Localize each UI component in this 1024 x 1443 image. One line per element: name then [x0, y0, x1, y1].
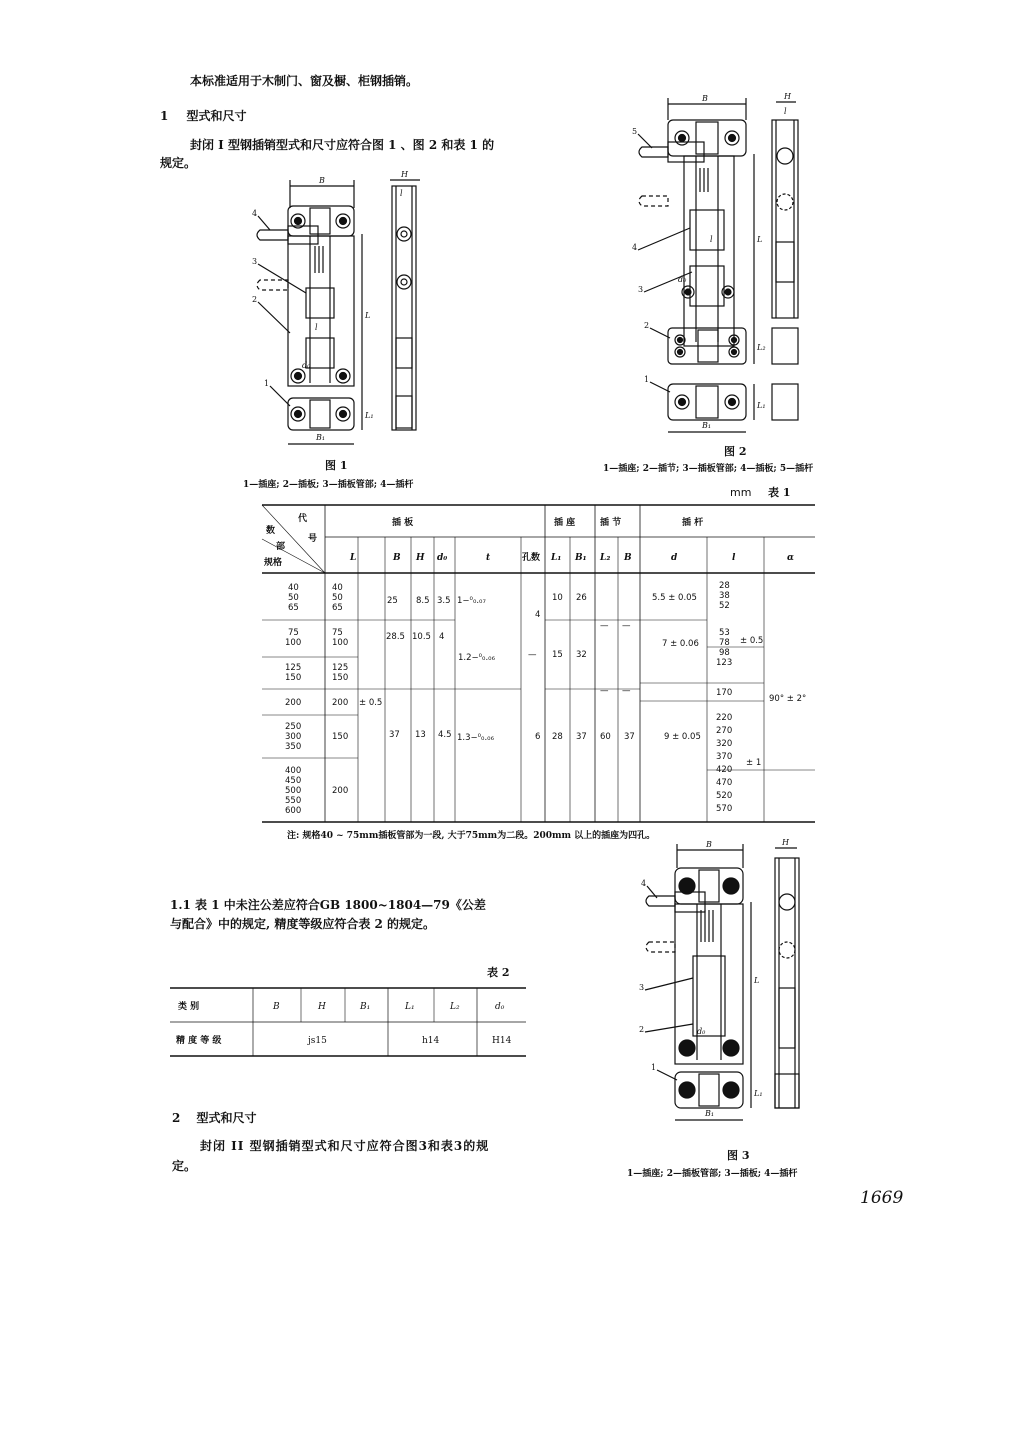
- fig1-dim-d0: d₀: [302, 361, 311, 370]
- t1-L-40: 40: [332, 583, 343, 593]
- t1-d-5.5: 5.5 ± 0.05: [652, 593, 697, 603]
- figure-1-legend: 1—插座; 2—插板; 3—插板管部; 4—插杆: [243, 480, 414, 490]
- t1-l-53: 53: [719, 628, 730, 638]
- t2-h-category: 类 别: [178, 1002, 200, 1012]
- t1-l-98: 98: [719, 648, 730, 658]
- fig2-dim-B1: B₁: [702, 421, 712, 430]
- t1-L-50: 50: [332, 593, 343, 603]
- t1-l-123: 123: [716, 658, 733, 668]
- fig2-callout-4: 4: [632, 243, 638, 252]
- t1-group-node: 插 节: [600, 518, 622, 528]
- t1-spec-50: 50: [288, 593, 299, 603]
- t1-t-1.3: 1.3−⁰₀.₀₆: [457, 733, 494, 743]
- t2-r-js15: js15: [308, 1036, 327, 1046]
- t1-l-320: 320: [716, 739, 733, 749]
- fig2-dim-B: B: [702, 94, 708, 103]
- fig1-callout-2: 2: [252, 295, 258, 304]
- t1-l-570: 570: [716, 804, 733, 814]
- t1-H-13: 13: [415, 730, 426, 740]
- fig2-dim-H: H: [784, 92, 791, 101]
- t1-col-l: l: [732, 553, 736, 563]
- t1-L-125: 125: [332, 663, 349, 673]
- section-1-1-line-2: 与配合》中的规定, 精度等级应符合表 2 的规定。: [170, 917, 436, 931]
- t1-col-d0: d₀: [437, 553, 448, 563]
- t2-r-grade: 精 度 等 级: [176, 1036, 222, 1046]
- figure-2-caption: 图 2: [724, 445, 747, 458]
- fig1-dim-H: H: [401, 170, 408, 179]
- fig3-callout-3: 3: [639, 983, 645, 992]
- figure-2-drawing: [628, 92, 868, 437]
- section-1-title: 型式和尺寸: [186, 109, 247, 123]
- figure-1-drawing: [240, 168, 440, 458]
- t2-h-d0: d₀: [495, 1002, 505, 1012]
- t2-h-H: H: [318, 1002, 326, 1012]
- t1-B-node-37: 37: [624, 732, 635, 742]
- t1-l-tol-0.5: ± 0.5: [740, 636, 764, 646]
- t1-group-seat: 插 座: [554, 518, 576, 528]
- intro-text: 本标准适用于木制门、窗及橱、柜钢插销。: [190, 74, 419, 88]
- t1-spec-350: 350: [285, 742, 302, 752]
- t1-d-7: 7 ± 0.06: [662, 639, 699, 649]
- t1-L-75: 75: [332, 628, 343, 638]
- figure-3-drawing: [635, 838, 855, 1128]
- t1-B-37: 37: [389, 730, 400, 740]
- t1-B1-37: 37: [576, 732, 587, 742]
- t1-L-tol: ± 0.5: [359, 698, 383, 708]
- t1-L1-15: 15: [552, 650, 563, 660]
- t1-l-tol-1: ± 1: [746, 758, 762, 768]
- fig2-callout-3: 3: [638, 285, 644, 294]
- fig2-dim-L1: L₁: [757, 401, 766, 410]
- t1-spec-550: 550: [285, 796, 302, 806]
- table-2: [170, 988, 526, 1056]
- t2-r-h14: h14: [422, 1036, 440, 1046]
- fig3-dim-B: B: [706, 840, 712, 849]
- figure-3-legend: 1—插座; 2—插板管部; 3—插板; 4—插杆: [627, 1169, 798, 1179]
- t1-t-1: 1−⁰₀.₀₇: [457, 596, 486, 606]
- t1-spec-150: 150: [285, 673, 302, 683]
- t1-group-rod: 插 杆: [682, 518, 704, 528]
- fig2-callout-2: 2: [644, 321, 650, 330]
- fig3-callout-2: 2: [639, 1025, 645, 1034]
- fig3-callout-4: 4: [641, 879, 647, 888]
- t1-spec-65: 65: [288, 603, 299, 613]
- t1-L-100: 100: [332, 638, 349, 648]
- fig2-dim-L2: L₂: [757, 343, 766, 352]
- section-2-title: 型式和尺寸: [196, 1111, 257, 1125]
- t1-l-38: 38: [719, 591, 730, 601]
- table-1-unit: mm: [730, 486, 752, 499]
- fig3-dim-L: L: [754, 976, 760, 985]
- fig2-dim-l: l: [710, 235, 713, 244]
- t1-col-L1: L₁: [551, 553, 562, 563]
- fig3-dim-L1: L₁: [754, 1089, 763, 1098]
- t1-spec-450: 450: [285, 776, 302, 786]
- fig1-callout-3: 3: [252, 257, 258, 266]
- t1-group-plate: 插 板: [392, 518, 414, 528]
- t1-col-alpha: α: [787, 553, 794, 563]
- table-2-label: 表 2: [487, 966, 510, 979]
- t1-spec-75: 75: [288, 628, 299, 638]
- section-1-number: 1: [160, 109, 169, 123]
- fig2-callout-1: 1: [644, 375, 650, 384]
- t2-r-H14: H14: [492, 1036, 512, 1046]
- t1-L1-28: 28: [552, 732, 563, 742]
- t1-l-420: 420: [716, 765, 733, 775]
- t1-t-1.2: 1.2−⁰₀.₀₆: [458, 653, 495, 663]
- t1-L-150b: 150: [332, 732, 349, 742]
- t1-d0-3.5: 3.5: [437, 596, 451, 606]
- t2-h-L1: L₁: [405, 1002, 415, 1012]
- t1-l-52: 52: [719, 601, 730, 611]
- fig1-dim-B1: B₁: [316, 433, 326, 442]
- t1-H-8.5: 8.5: [416, 596, 430, 606]
- t2-h-B1: B₁: [360, 1002, 371, 1012]
- fig2-callout-5: 5: [632, 127, 638, 136]
- t1-d-9: 9 ± 0.05: [664, 732, 701, 742]
- t2-h-L2: L₂: [450, 1002, 460, 1012]
- fig1-dim-l-side: l: [400, 189, 403, 198]
- t1-spec-200: 200: [285, 698, 302, 708]
- t1-L-200: 200: [332, 698, 349, 708]
- t1-spec-500: 500: [285, 786, 302, 796]
- para-2-line-2: 定。: [172, 1159, 197, 1173]
- t1-L-65: 65: [332, 603, 343, 613]
- t1-B-28.5: 28.5: [386, 632, 405, 642]
- t1-corner-row2: 部: [276, 542, 286, 552]
- t1-corner-row1: 数: [266, 526, 276, 536]
- t1-holes-4: 4: [535, 610, 541, 620]
- t1-d0-4: 4: [439, 632, 445, 642]
- page-number: 1669: [860, 1188, 904, 1208]
- t1-spec-400: 400: [285, 766, 302, 776]
- t1-d0-4.5: 4.5: [438, 730, 452, 740]
- section-2-heading: [172, 1110, 257, 1126]
- fig3-dim-H: H: [782, 838, 789, 847]
- t1-l-520: 520: [716, 791, 733, 801]
- t1-corner-top: 代: [298, 514, 308, 524]
- t1-B-25: 25: [387, 596, 398, 606]
- t1-B1-26: 26: [576, 593, 587, 603]
- fig3-callout-1: 1: [651, 1063, 657, 1072]
- table-1-label: 表 1: [768, 486, 791, 499]
- t1-l-470: 470: [716, 778, 733, 788]
- t1-col-B1: B₁: [575, 553, 587, 563]
- fig3-dim-B1: B₁: [705, 1109, 715, 1118]
- t2-h-B: B: [273, 1002, 280, 1012]
- t1-spec-250: 250: [285, 722, 302, 732]
- fig3-dim-d0: d₀: [697, 1027, 706, 1036]
- t1-holes-6: 6: [535, 732, 541, 742]
- t1-l-220: 220: [716, 713, 733, 723]
- t1-L2-dash-1: —: [600, 621, 609, 631]
- section-1-heading: [160, 108, 247, 124]
- t1-l-28: 28: [719, 581, 730, 591]
- t1-B-node-dash-1: —: [622, 621, 631, 631]
- section-2-number: 2: [172, 1111, 181, 1125]
- t1-corner-row3: 规格: [264, 558, 283, 568]
- fig1-dim-L: L: [365, 311, 371, 320]
- fig2-dim-d0: d₀: [678, 275, 687, 284]
- fig1-dim-L1: L₁: [365, 411, 374, 420]
- fig1-dim-l: l: [315, 323, 318, 332]
- figure-3-caption: 图 3: [727, 1149, 750, 1162]
- t1-l-270: 270: [716, 726, 733, 736]
- t1-B-node-dash-2: —: [622, 686, 631, 696]
- fig1-callout-4: 4: [252, 209, 258, 218]
- t1-spec-300: 300: [285, 732, 302, 742]
- t1-col-B-node: B: [624, 553, 632, 563]
- t1-L2-60: 60: [600, 732, 611, 742]
- figure-1-caption: 图 1: [325, 459, 348, 472]
- t1-L2-dash-2: —: [600, 686, 609, 696]
- t1-col-holes: 孔数: [522, 553, 541, 563]
- t1-B1-32: 32: [576, 650, 587, 660]
- figure-2-legend: 1—插座; 2—插节; 3—插板管部; 4—插板; 5—插杆: [603, 464, 814, 474]
- t1-l-170: 170: [716, 688, 733, 698]
- t1-L1-10: 10: [552, 593, 563, 603]
- t1-col-t: t: [486, 553, 491, 563]
- fig1-dim-B: B: [319, 176, 325, 185]
- table-1-note: 注: 规格40 ~ 75mm插板管部为一段, 大于75mm为二段。200mm 以上的插座为四孔。: [287, 831, 656, 841]
- t1-L-200b: 200: [332, 786, 349, 796]
- t1-l-78: 78: [719, 638, 730, 648]
- t1-spec-40: 40: [288, 583, 299, 593]
- t1-alpha: 90° ± 2°: [769, 694, 807, 704]
- t1-col-H: H: [416, 553, 425, 563]
- para-1-line-1: 封闭 I 型钢插销型式和尺寸应符合图 1 、图 2 和表 1 的: [190, 138, 495, 152]
- t1-corner-mid: 号: [308, 534, 318, 544]
- fig2-dim-L: L: [757, 235, 763, 244]
- t1-col-L2: L₂: [600, 553, 611, 563]
- t1-spec-600: 600: [285, 806, 302, 816]
- para-1-line-2: 规定。: [160, 156, 197, 170]
- t1-H-10.5: 10.5: [412, 632, 431, 642]
- t1-holes-dash: —: [528, 650, 537, 660]
- t1-spec-125: 125: [285, 663, 302, 673]
- t1-L-150: 150: [332, 673, 349, 683]
- t1-col-B: B: [393, 553, 401, 563]
- t1-spec-100: 100: [285, 638, 302, 648]
- fig1-callout-1: 1: [264, 379, 270, 388]
- fig2-dim-l-side: l: [784, 107, 787, 116]
- section-1-1-line-1: 1.1 表 1 中未注公差应符合GB 1800~1804—79《公差: [170, 898, 486, 912]
- table-1: [262, 505, 815, 822]
- para-2-line-1: 封闭 II 型钢插销型式和尺寸应符合图3和表3的规: [200, 1139, 490, 1153]
- t1-col-d: d: [671, 553, 678, 563]
- t1-col-L: L: [350, 553, 357, 563]
- t1-l-370: 370: [716, 752, 733, 762]
